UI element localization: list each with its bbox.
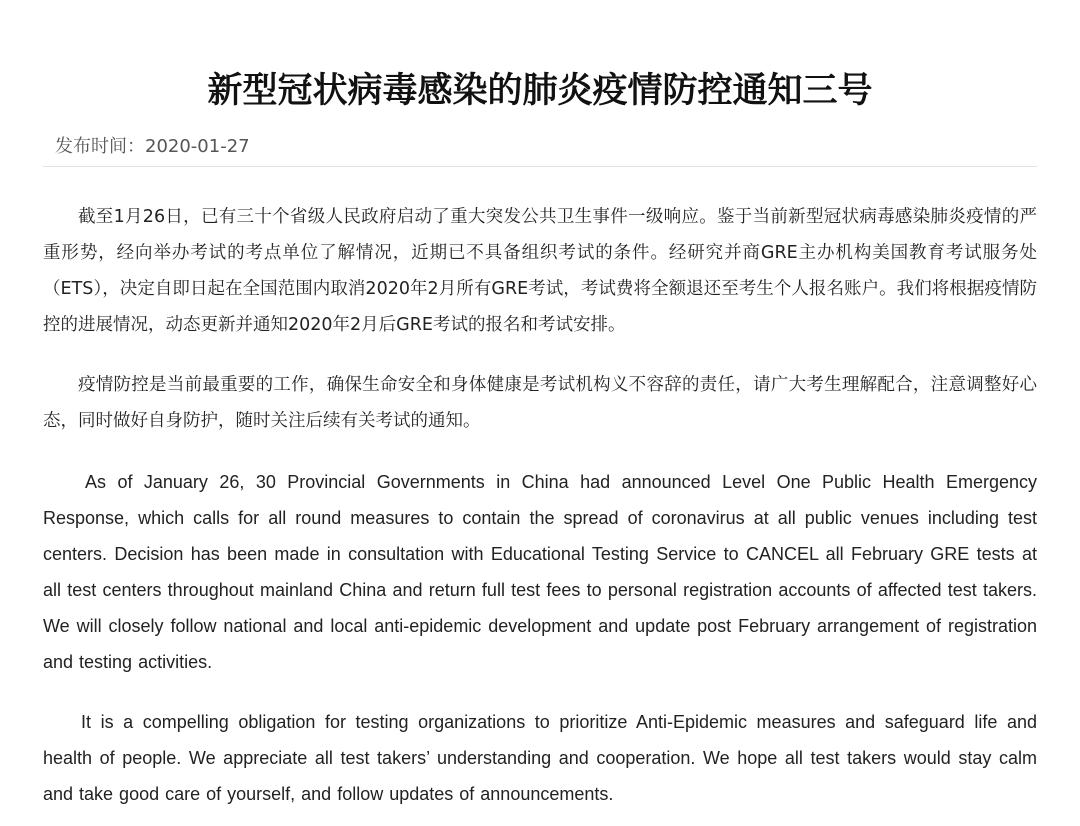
notice-paragraph-en-2: It is a compelling obligation for testing organizations to prioritize Anti-Epidemic measures and safeguard life and health of people. We appreciate all test takers’ understanding and cooperation. We hope all test takers would stay calm and take good care of yourself, and follow updates of announcements. [43, 712, 1037, 804]
notice-paragraph-en-1: As of January 26, 30 Provincial Governments in China had announced Level One Public Health Emergency Response, which calls for all round measures to contain the spread of coronavirus at all public venues including test centers. Decision has been made in consultation with Educational Testing Service to CANCEL all February GRE tests at all test centers throughout mainland China and return full test fees to personal registration accounts of affected test takers. We will closely follow national and local anti-epidemic development and update post February arrangement of registration and testing activities. [43, 472, 1037, 672]
notice-paragraph-cn-1: 截至1月26日，已有三十个省级人民政府启动了重大突发公共卫生事件一级响应。鉴于当前新型冠状病毒感染肺炎疫情的严重形势，经向举办考试的考点单位了解情况，近期已不具备组织考试的条件。经研究并商GRE主办机构美国教育考试服务处（ETS），决定自即日起在全国范围内取消2020年2月所有GRE考试，考试费将全额退还至考生个人报名账户。我们将根据疫情防控的进展情况，动态更新并通知2020年2月后GRE考试的报名和考试安排。 [43, 207, 1037, 335]
header-divider [43, 166, 1037, 167]
publish-date: 发布时间：2020-01-27 [55, 136, 250, 157]
page-title: 新型冠状病毒感染的肺炎疫情防控通知三号 [207, 71, 873, 112]
notice-paragraph-cn-2: 疫情防控是当前最重要的工作，确保生命安全和身体健康是考试机构义不容辞的责任，请广大考生理解配合，注意调整好心态，同时做好自身防护，随时关注后续有关考试的通知。 [43, 375, 1037, 431]
